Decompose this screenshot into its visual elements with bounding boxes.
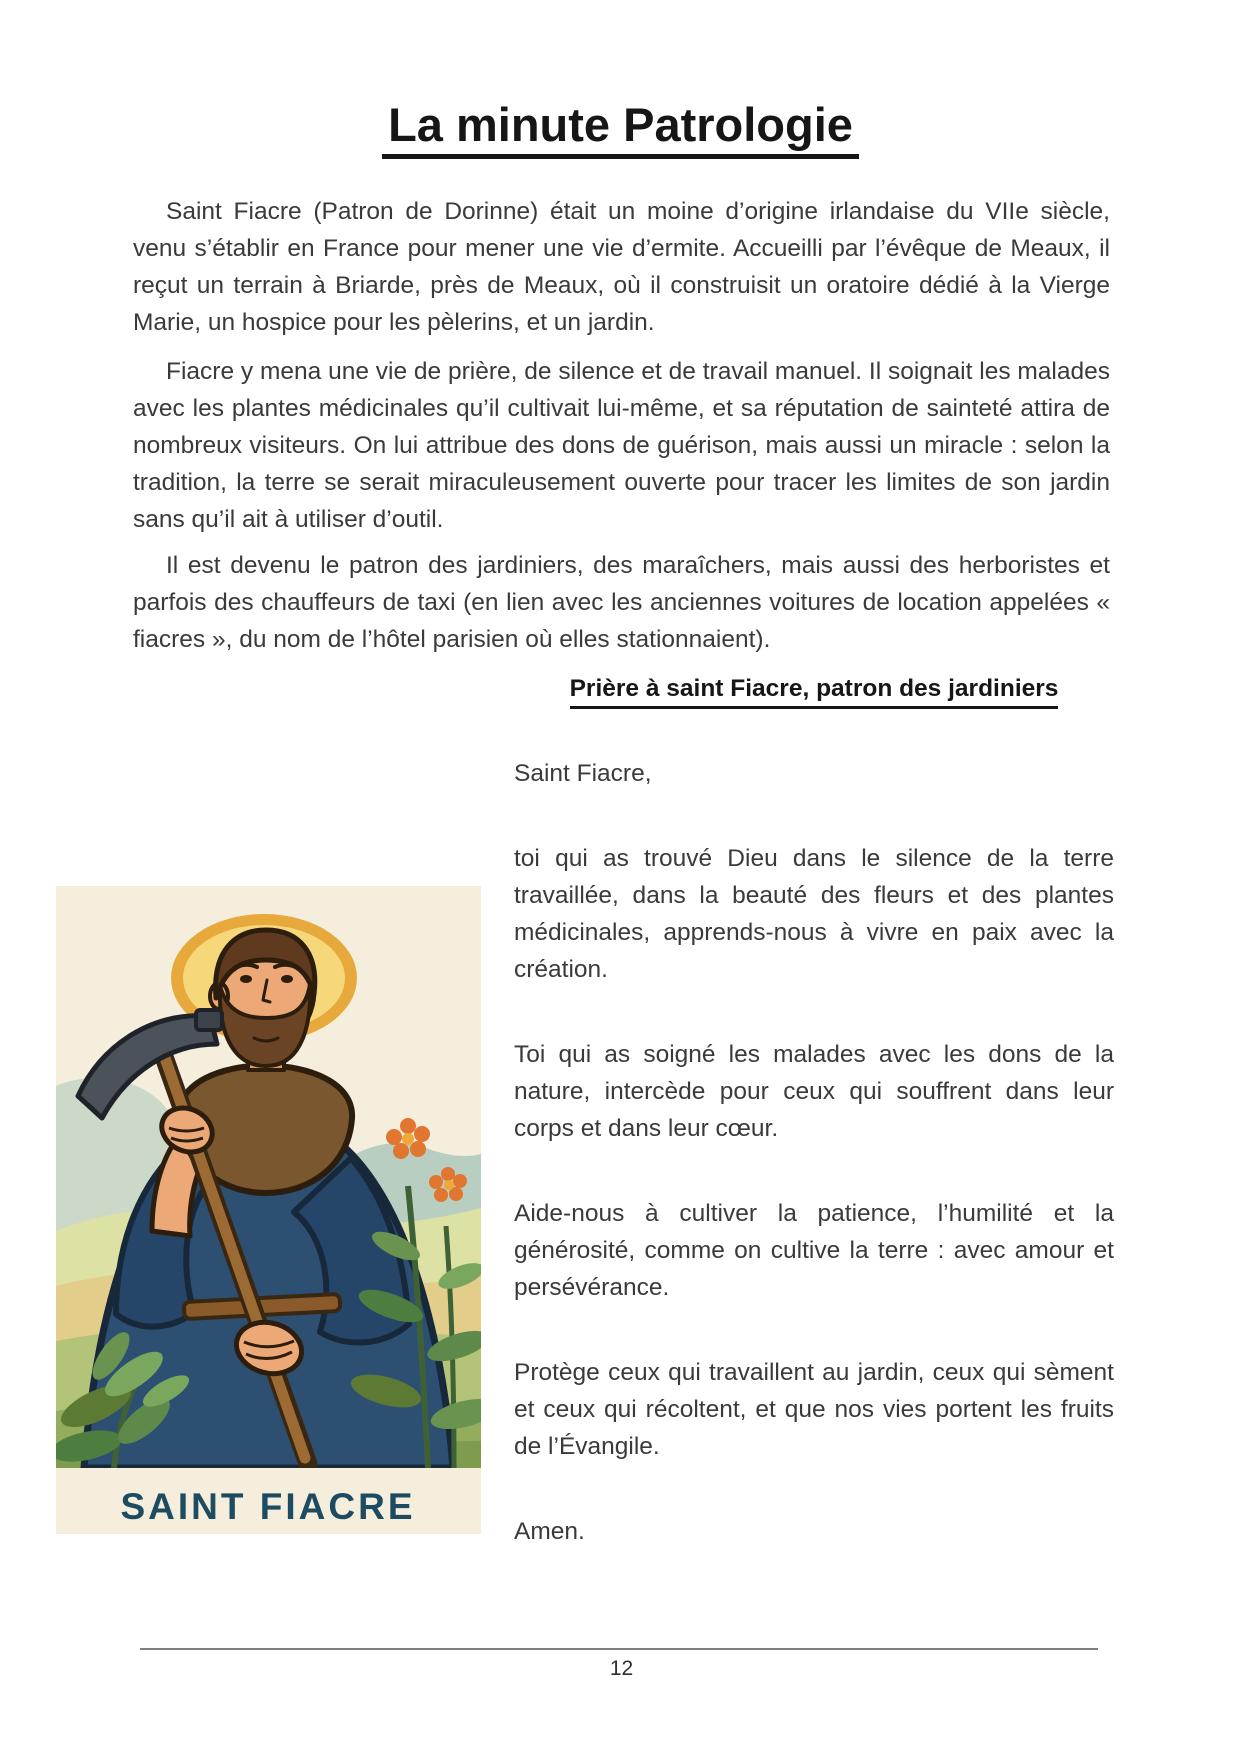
page-number: 12: [609, 1657, 634, 1680]
caption-band: [56, 1468, 481, 1534]
saint-fiacre-artwork: [56, 886, 481, 1534]
intro-paragraph-3: Il est devenu le patron des jardiniers, des maraîchers, mais aussi des herboristes et parfois des chauffeurs de taxi (en lien avec les anciennes voitures de location appelées « fiacres », du nom de l’hôtel parisien où elles stationnaient).: [133, 551, 1110, 653]
prayer-salutation: Saint Fiacre,: [514, 760, 652, 787]
footer-divider: [140, 1648, 1098, 1650]
intro-paragraph-2: Fiacre y mena une vie de prière, de silence et de travail manuel. Il soignait les malades avec les plantes médicinales qu’il cultivait lui-même, et sa réputation de sainteté attira de nombreux visiteurs. On lui attribue des dons de guérison, mais aussi un miracle : selon la tradition, la terre se serait miraculeusement ouverte pour tracer les limites de son jardin sans qu’il ait à utiliser d’outil.: [133, 357, 1110, 533]
intro-paragraph-1: Saint Fiacre (Patron de Dorinne) était un moine d’origine irlandaise du VIIe siècle, venu s’établir en France pour mener une vie d’ermite. Accueilli par l’évêque de Meaux, il reçut un terrain à Briarde, près de Meaux, où il construisit un oratoire dédié à la Vierge Marie, un hospice pour les pèlerins, et un jardin.: [133, 197, 1110, 336]
page-title-text: La minute Patrologie: [382, 99, 859, 159]
prayer-paragraph: Aide-nous à cultiver la patience, l’humilité et la générosité, comme on cultive la terre : avec amour et persévérance.: [514, 1200, 1114, 1301]
prayer-paragraph: toi qui as trouvé Dieu dans le silence de la terre travaillée, dans la beauté des fleurs et des plantes médicinales, apprends-nous à vivre en paix avec la création.: [514, 845, 1114, 983]
illustration-caption: SAINT FIACRE: [120, 1486, 416, 1527]
prayer-heading-text: Prière à saint Fiacre, patron des jardiniers: [570, 674, 1059, 709]
saint-fiacre-illustration: [56, 886, 481, 1534]
page-title: [0, 99, 1241, 159]
prayer-heading: [514, 674, 1114, 709]
prayer-section: [514, 674, 1114, 1550]
prayer-paragraph: Protège ceux qui travaillent au jardin, ceux qui sèment et ceux qui récoltent, et que nos vies portent les fruits de l’Évangile.: [514, 1359, 1114, 1460]
prayer-closing: Amen.: [514, 1518, 585, 1545]
prayer-paragraph: Toi qui as soigné les malades avec les dons de la nature, intercède pour ceux qui souffrent dans leur corps et dans leur cœur.: [514, 1041, 1114, 1142]
